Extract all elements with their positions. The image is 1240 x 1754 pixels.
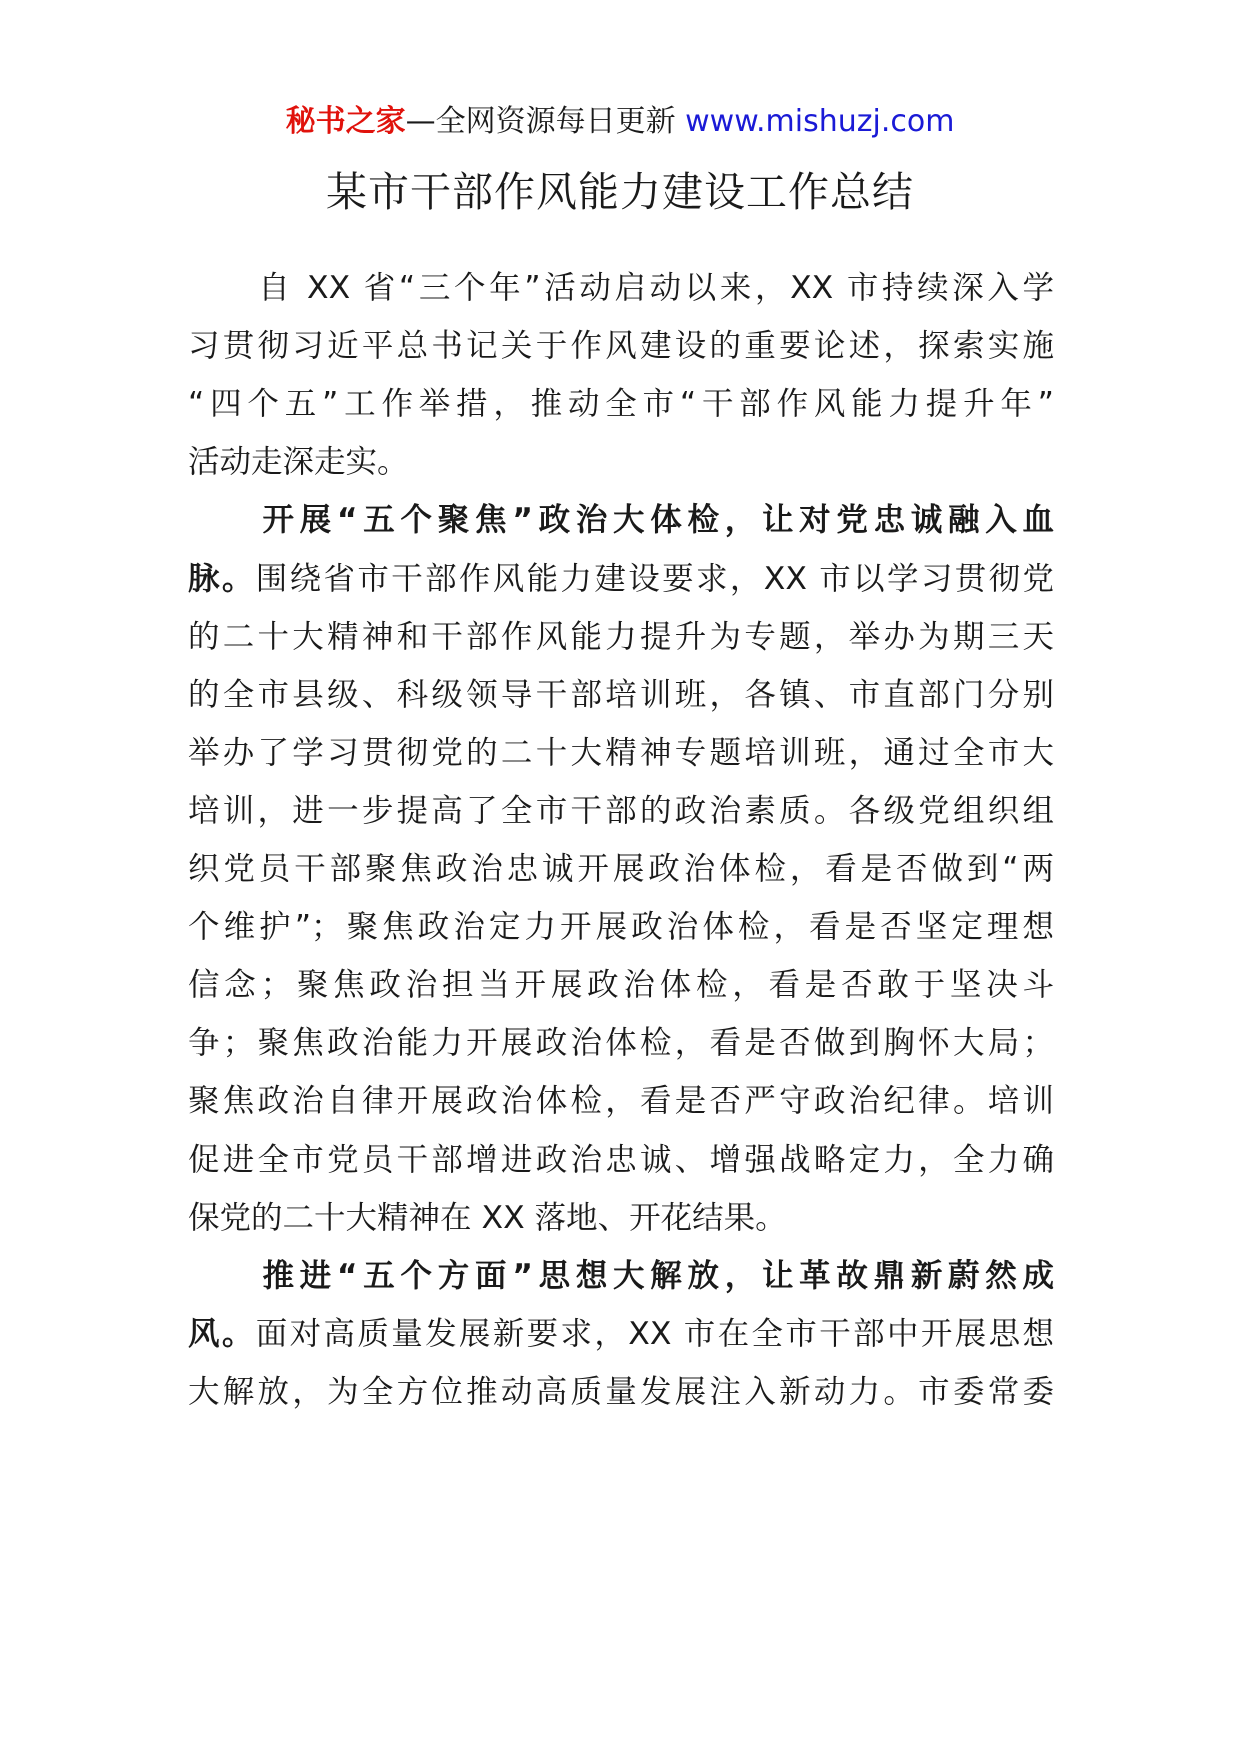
paragraph-text: 活动走深走实。 <box>188 444 409 481</box>
paragraph-text: 促进全市党员干部增进政治忠诚、增强战略定力，全力确 <box>188 1141 1054 1178</box>
text-line <box>188 673 1054 717</box>
paragraph-text: 争；聚焦政治能力开展政治体检，看是否做到胸怀大局； <box>188 1025 1054 1062</box>
text-line <box>188 382 1054 426</box>
site-url[interactable]: www.mishuzj.com <box>685 104 955 139</box>
text-line <box>188 557 1054 601</box>
bold-heading-text: 开展“五个聚焦”政治大体检，让对党忠诚融入血 <box>188 502 1054 539</box>
paragraph-text: 保党的二十大精神在 XX 落地、开花结果。 <box>188 1199 787 1236</box>
text-line <box>188 731 1054 775</box>
paragraph-text: 的二十大精神和干部作风能力提升为专题，举办为期三天 <box>188 618 1054 655</box>
site-header <box>0 100 1240 144</box>
bold-heading-text: 风。 <box>188 1315 256 1352</box>
text-line <box>188 1370 1054 1414</box>
text-line <box>188 1196 1054 1240</box>
paragraph-text: 自 XX 省“三个年”活动启动以来，XX 市持续深入学 <box>188 270 1054 306</box>
paragraph-text: 围绕省市干部作风能力建设要求，XX 市以学习贯彻党 <box>255 560 1054 597</box>
text-line <box>188 498 1054 542</box>
paragraph-text: 大解放，为全方位推动高质量发展注入新动力。市委常委 <box>188 1373 1054 1410</box>
text-line <box>188 440 1054 484</box>
paragraph-text: 的全市县级、科级领导干部培训班，各镇、市直部门分别 <box>188 676 1054 713</box>
document-title: 某市干部作风能力建设工作总结 <box>326 168 914 216</box>
paragraph-text: 个维护”；聚焦政治定力开展政治体检，看是否坚定理想 <box>188 909 1054 946</box>
text-line <box>188 963 1054 1007</box>
text-line <box>188 1021 1054 1065</box>
paragraph-text: 举办了学习贯彻党的二十大精神专题培训班，通过全市大 <box>188 734 1054 771</box>
text-line <box>188 1254 1054 1298</box>
bold-heading-text: 脉。 <box>188 560 256 597</box>
paragraph-text: 聚焦政治自律开展政治体检，看是否严守政治纪律。培训 <box>188 1083 1054 1120</box>
paragraph-text: 面对高质量发展新要求，XX 市在全市干部中开展思想 <box>255 1315 1054 1352</box>
paragraph-text: “四个五”工作举措，推动全市“干部作风能力提升年” <box>188 386 1054 423</box>
paragraph-text: 习贯彻习近平总书记关于作风建设的重要论述，探索实施 <box>188 328 1054 365</box>
text-line <box>188 847 1054 891</box>
text-line <box>188 789 1054 833</box>
paragraph-text: 织党员干部聚焦政治忠诚开展政治体检，看是否做到“两 <box>188 851 1054 887</box>
text-line <box>188 1138 1054 1182</box>
site-brand: 秘书之家 <box>285 104 406 139</box>
text-line <box>188 615 1054 659</box>
text-line <box>188 324 1054 368</box>
text-line <box>188 266 1054 310</box>
text-line <box>188 905 1054 949</box>
site-slogan: —全网资源每日更新 <box>405 104 686 139</box>
bold-heading-text: 推进“五个方面”思想大解放，让革故鼎新蔚然成 <box>188 1257 1054 1294</box>
text-line <box>188 1312 1054 1356</box>
paragraph-text: 信念；聚焦政治担当开展政治体检，看是否敢于坚决斗 <box>188 967 1054 1004</box>
text-line <box>188 1079 1054 1123</box>
paragraph-text: 培训，进一步提高了全市干部的政治素质。各级党组织组 <box>188 792 1054 829</box>
